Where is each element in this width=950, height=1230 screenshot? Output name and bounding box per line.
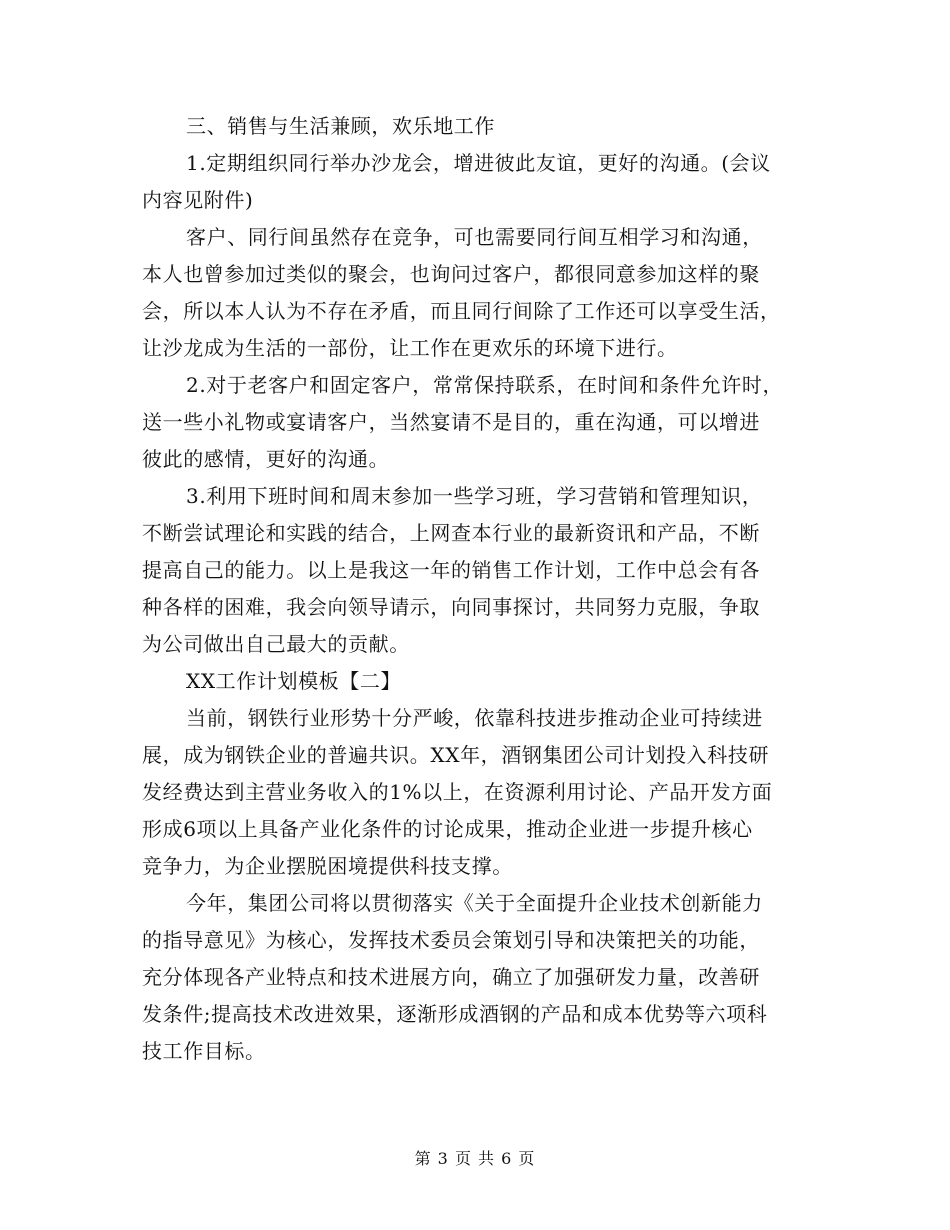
text-line: 种各样的困难，我会向领导请示，向同事探讨，共同努力克服，争取 [142,595,760,619]
text-line: 提高自己的能力。以上是我这一年的销售工作计划，工作中总会有各 [142,558,760,582]
text-line: 本人也曾参加过类似的聚会，也询问过客户，都很同意参加这样的聚 [142,262,760,286]
text-line: 让沙龙成为生活的一部份，让工作在更欢乐的环境下进行。 [142,336,678,360]
text-line: 会，所以本人认为不存在矛盾，而且同行间除了工作还可以享受生活， [142,299,781,323]
text-line: 客户、同行间虽然存在竞争，可也需要同行间互相学习和沟通， [186,225,763,249]
text-line: 发条件;提高技术改进效果，逐渐形成酒钢的产品和成本优势等六项科 [142,1002,768,1026]
text-line: 不断尝试理论和实践的结合，上网查本行业的最新资讯和产品，不断 [142,521,760,545]
text-line: 三、销售与生活兼顾，欢乐地工作 [186,114,495,138]
text-line: 形成6项以上具备产业化条件的讨论成果，推动企业进一步提升核心 [142,817,753,841]
text-line: 今年，集团公司将以贯彻落实《关于全面提升企业技术创新能力 [186,891,763,915]
text-line: 彼此的感情，更好的沟通。 [142,447,390,471]
text-line: 当前，钢铁行业形势十分严峻，依靠科技进步推动企业可持续进 [186,706,763,730]
text-line: 展，成为钢铁企业的普遍共识。XX年，酒钢集团公司计划投入科技研 [142,743,770,767]
text-line: 的指导意见》为核心，发挥技术委员会策划引导和决策把关的功能， [142,928,760,952]
text-line: 竞争力，为企业摆脱困境提供科技支撑。 [142,854,513,878]
text-line: 3.利用下班时间和周末参加一些学习班，学习营销和管理知识， [186,484,763,508]
text-line: 为公司做出自己最大的贡献。 [142,632,410,656]
text-line: 内容见附件) [142,188,254,212]
text-line: 1.定期组织同行举办沙龙会，增进彼此友谊，更好的沟通。(会议 [186,151,771,175]
section-heading: XX工作计划模板【二】 [186,669,402,693]
document-body [142,108,822,1070]
text-line: 2.对于老客户和固定客户，常常保持联系，在时间和条件允许时， [186,373,784,397]
page-number-footer: 第 3 页 共 6 页 [414,1149,536,1168]
text-line: 发经费达到主营业务收入的1%以上，在资源利用讨论、产品开发方面 [142,780,773,804]
text-line: 送一些小礼物或宴请客户，当然宴请不是目的，重在沟通，可以增进 [142,410,760,434]
text-line: 充分体现各产业特点和技术进展方向，确立了加强研发力量，改善研 [142,965,760,989]
text-line: 技工作目标。 [142,1039,266,1063]
